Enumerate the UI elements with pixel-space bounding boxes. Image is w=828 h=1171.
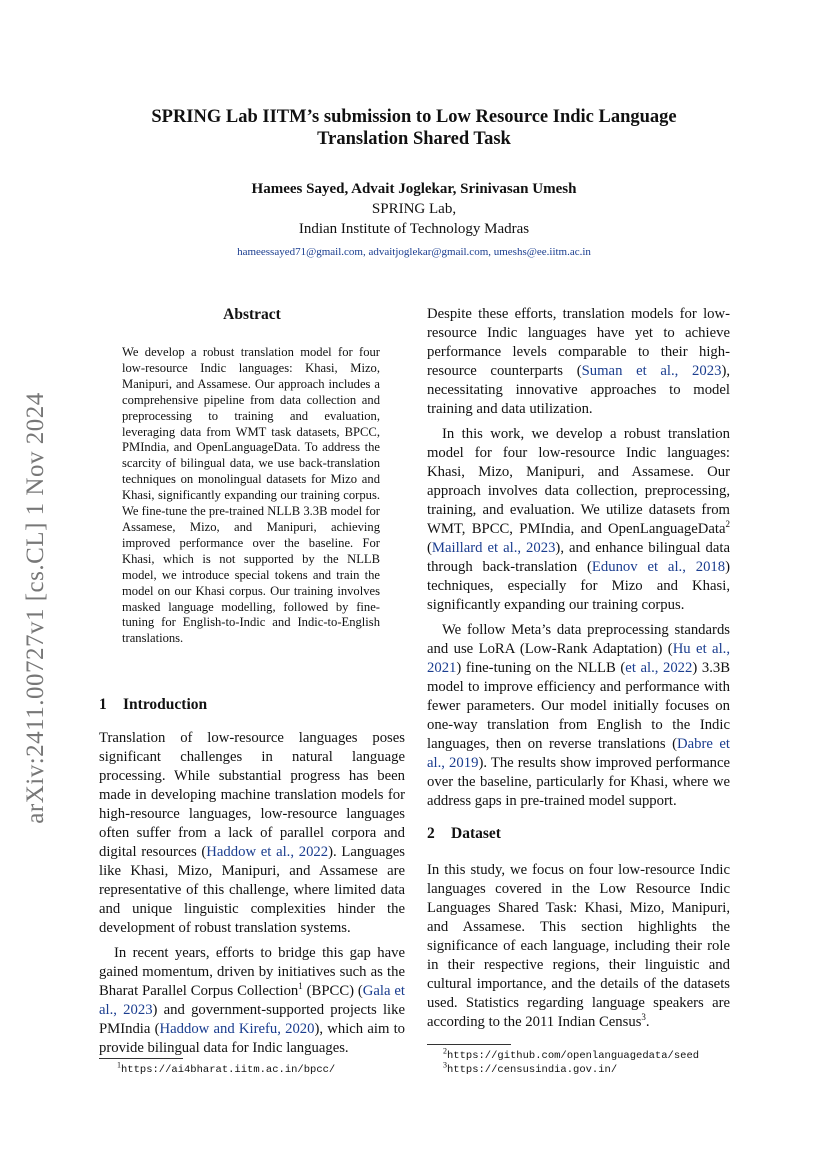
footnote-marker[interactable]: 2 (725, 519, 730, 530)
footnote-marker[interactable]: 3 (641, 1012, 646, 1023)
abstract-heading: Abstract (223, 306, 281, 323)
intro-paragraph-2: In recent years, efforts to bridge this gap have gained momentum, driven by initiatives such as the Bharat Parallel Corpus Collection$^1$ (BPCC) (Gala et al., 2023) and government-supported projects like PMIndia (Haddow and Kirefu, 2020), which aim to provide bilingual data for Indic languages. (99, 945, 405, 1056)
intro-paragraph-4: In this work, we develop a robust translation model for four low-resource Indic languages: Khasi, Mizo, Manipuri, and Assamese. Our approach involves data collection, preprocessing, training, and evaluation. We utilize datasets from WMT, BPCC, PMIndia, and OpenLanguageData$^2$ (Maillard et al., 2023), and enhance bilingual data through back-translation (Edunov et al., 2018) techniques, especially for Mizo and Khasi, significantly expanding our training corpus. (427, 426, 731, 613)
citation-link[interactable]: Maillard et al., 2023 (431, 540, 556, 556)
section-number: 1 (99, 696, 107, 713)
intro-paragraph-3: Despite these efforts, translation models for low-resource Indic languages have yet to achieve performance levels comparable to their high-resource counterparts (Suman et al., 2023), necessitating innovative approaches to model training and data utilization. (427, 306, 731, 417)
section-title: Introduction (123, 696, 208, 713)
arxiv-sidebar (16, 368, 56, 848)
footnote-url[interactable]: https://github.com/openlanguagedata/seed (447, 1050, 700, 1062)
citation-link[interactable]: Suman et al., 2023 (581, 363, 722, 379)
abstract-text: We develop a robust translation model for four low-resource Indic languages: Khasi, Mizo, Manipuri, and Assamese. Our approach includes a comprehensive pipeline from data collection and preprocessing to training and evaluation, leveraging data from WMT task datasets, BPCC, PMIndia, and OpenLanguageData. To address the scarcity of bilingual data, we use back-translation techniques on monolingual datasets for Mizo and Khasi, significantly expanding our training corpus. We fine-tune the pre-trained NLLB 3.3B model for Assamese, Mizo, and Manipuri, achieving improved performance over the baseline. For Khasi, which is not supported by the NLLB model, we introduce special tokens and train the model on our Khasi corpus. Our training involves masked language modelling, followed by fine-tuning for English-to-Indic and Indic-to-English translations. (122, 345, 380, 646)
paper-title (100, 106, 728, 150)
citation-link[interactable]: et al., 2022 (625, 660, 693, 676)
arxiv-identifier: arXiv:2411.00727v1 [cs.CL] 1 Nov 2024 (22, 392, 49, 824)
citation-link[interactable]: Dabre et al., 2019 (427, 736, 730, 771)
dataset-paragraph-1: In this study, we focus on four low-resource Indic languages covered in the Low Resource Indic Languages Shared Task: Khasi, Mizo, Manipuri, and Assamese. This section highlights the significance of each language, including their role in their respective regions, their linguistic and cultural importance, and the details of the datasets used. Statistics regarding language speakers are according to the 2011 Indian Census$^3$. (427, 862, 730, 1030)
citation-link[interactable]: Hu et al., 2021 (427, 641, 730, 676)
intro-right-column (427, 305, 730, 811)
section-heading-dataset (427, 825, 730, 843)
footnote-url[interactable]: https://ai4bharat.iitm.ac.in/bpcc/ (121, 1064, 336, 1076)
citation-link[interactable]: Haddow and Kirefu, 2020 (159, 1021, 315, 1037)
footnote-rule-left (99, 1058, 183, 1059)
dataset-heading-block (427, 825, 730, 843)
section-heading-introduction (99, 696, 405, 714)
footnote-rule-right (427, 1044, 511, 1045)
footnote-marker[interactable]: 1 (298, 981, 303, 992)
footnote-1 (117, 1060, 336, 1077)
citation-link[interactable]: Edunov et al., 2018 (591, 559, 726, 575)
affiliation-lab: SPRING Lab, (371, 201, 457, 217)
author-names: Hamees Sayed, Advait Joglekar, Srinivasan Umesh (251, 181, 577, 197)
intro-paragraph-5: We follow Meta’s data preprocessing standards and use LoRA (Low-Rank Adaptation) (Hu et al., 2021) fine-tuning on the NLLB (et al., 2022) 3.3B model to improve efficiency and performance with fewer parameters. Our model initially focuses on one-way translation from English to the Indic languages, then on reverse translations (Dabre et al., 2019). The results show improved performance over the baseline, particularly for Khasi, where we address gaps in pre-trained model support. (427, 622, 730, 809)
title-line-1: SPRING Lab IITM’s submission to Low Resource Indic Language (151, 107, 677, 127)
dataset-section (427, 861, 730, 1032)
citation-link[interactable]: Gala et al., 2023 (99, 983, 405, 1018)
footnote-3 (443, 1060, 618, 1077)
author-emails[interactable]: hameessayed71@gmail.com, advaitjoglekar@gmail.com, umeshs@ee.iitm.ac.in (237, 246, 591, 258)
affiliation-institute: Indian Institute of Technology Madras (298, 221, 530, 237)
footnote-url[interactable]: https://censusindia.gov.in/ (447, 1064, 618, 1076)
citation-link[interactable]: Haddow et al., 2022 (206, 844, 329, 860)
author-block (100, 179, 728, 262)
intro-paragraph-1: Translation of low-resource languages poses significant challenges in natural language processing. While substantial progress has been made in developing machine translation models for high-resource languages, low-resource languages often suffer from a lack of parallel corpora and digital resources (Haddow et al., 2022). Languages like Khasi, Mizo, Manipuri, and Assamese are representative of this challenge, where limited data and unique linguistic complexities hinder the development of robust translation systems. (99, 730, 405, 936)
section-number: 2 (427, 825, 435, 842)
abstract-section (122, 345, 380, 647)
footnote-number: 1 (117, 1060, 121, 1070)
intro-left-column (99, 729, 405, 1058)
section-title: Dataset (451, 825, 501, 842)
footnote-2 (443, 1046, 700, 1063)
abstract-heading-block (99, 306, 405, 324)
footnote-number: 3 (443, 1060, 447, 1070)
title-line-2: Translation Shared Task (317, 129, 511, 149)
footnote-number: 2 (443, 1046, 447, 1056)
intro-heading-block (99, 696, 405, 714)
